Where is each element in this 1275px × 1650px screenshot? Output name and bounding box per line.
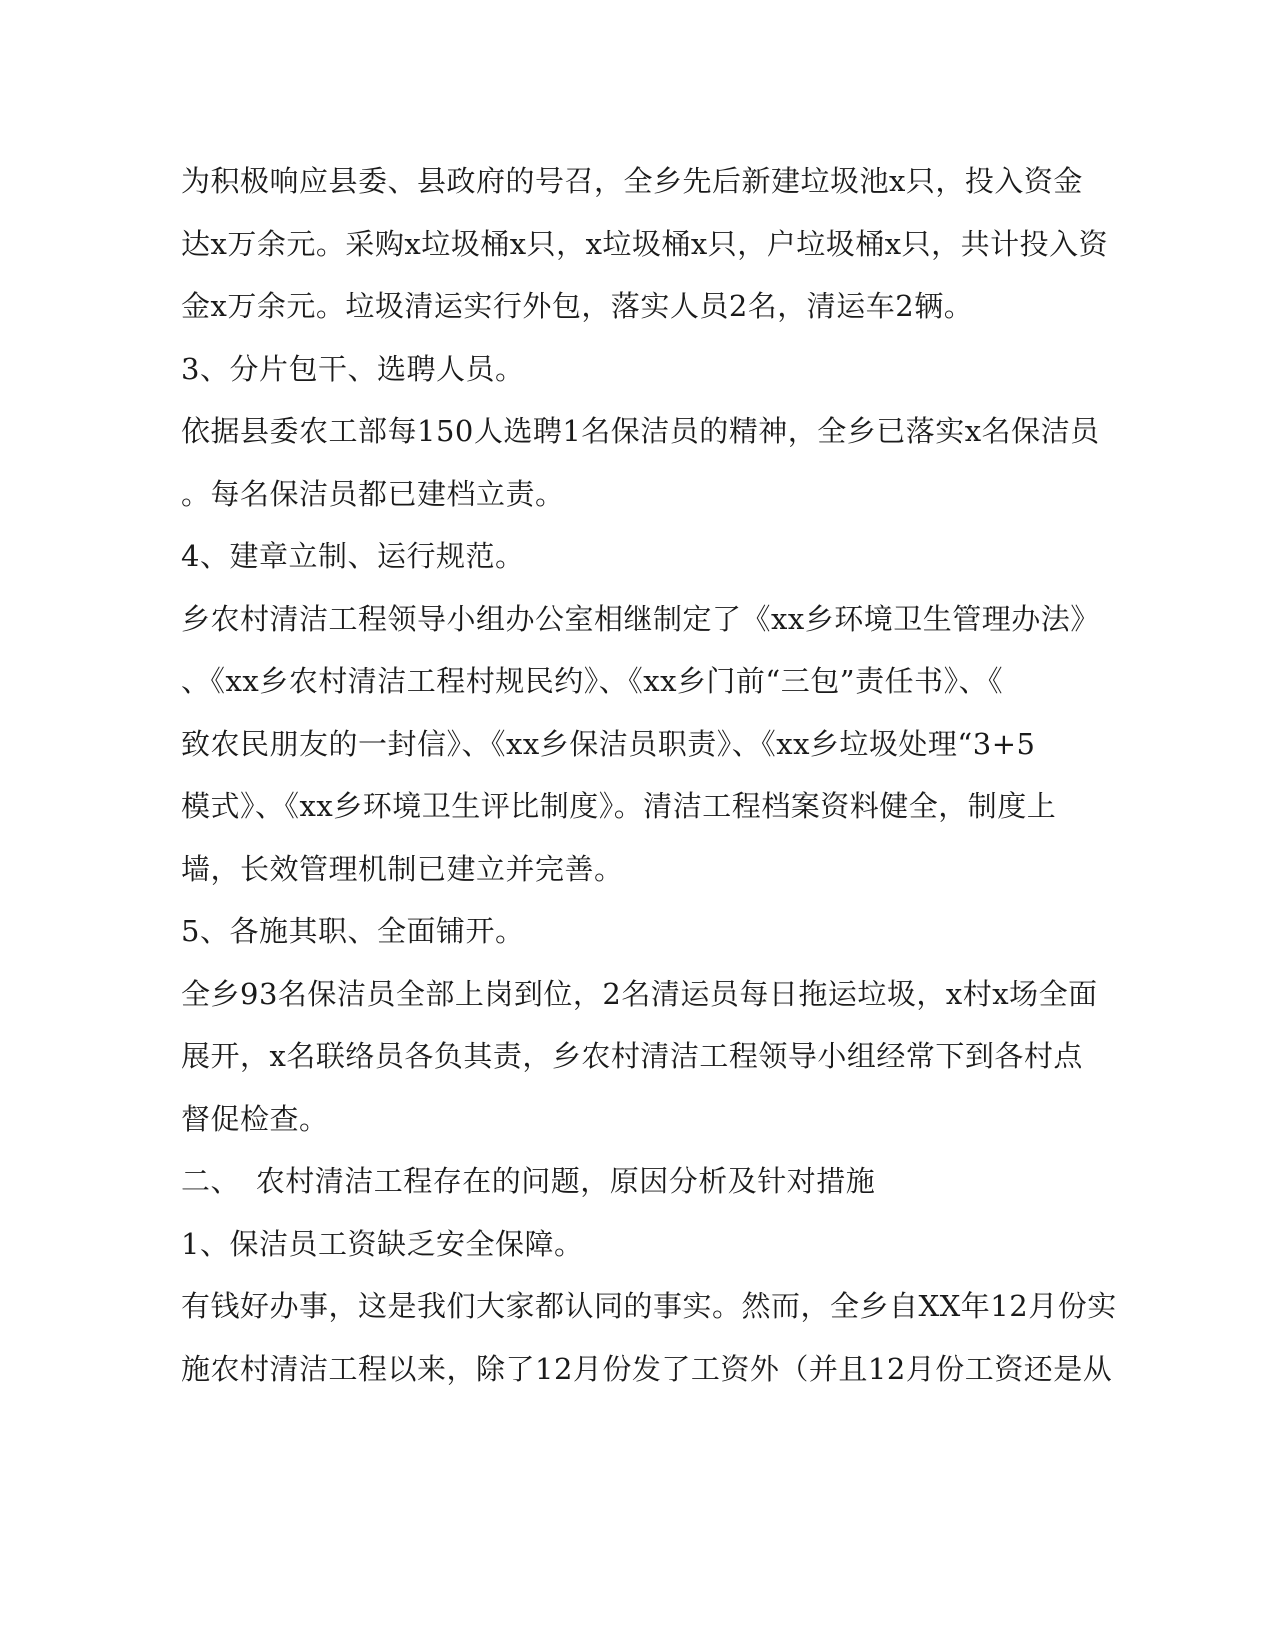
paragraph-line: 模式》、《xx乡环境卫生评比制度》。清洁工程档案资料健全，制度上 — [181, 789, 1057, 823]
paragraph-line: 金x万余元。垃圾清运实行外包，落实人员2名，清运车2辆。 — [181, 289, 974, 323]
paragraph-line: 有钱好办事，这是我们大家都认同的事实。然而，全乡自XX年12月份实 — [181, 1289, 1117, 1323]
paragraph-line: 展开，x名联络员各负其责，乡农村清洁工程领导小组经常下到各村点 — [181, 1039, 1083, 1073]
section-heading-5: 5、各施其职、全面铺开。 — [181, 914, 525, 948]
paragraph-line: 为积极响应县委、县政府的号召，全乡先后新建垃圾池x只，投入资金 — [181, 164, 1083, 198]
paragraph-line: 依据县委农工部每150人选聘1名保洁员的精神，全乡已落实x名保洁员 — [181, 414, 1100, 448]
paragraph-line: 督促检查。 — [181, 1101, 329, 1136]
paragraph-line: 乡农村清洁工程领导小组办公室相继制定了《xx乡环境卫生管理办法》 — [181, 601, 1100, 636]
document-body — [181, 150, 1117, 1400]
paragraph-line: 达x万余元。采购x垃圾桶x只，x垃圾桶x只，户垃圾桶x只，共计投入资 — [181, 226, 1109, 261]
paragraph-line: 致农民朋友的一封信》、《xx乡保洁员职责》、《xx乡垃圾处理“3+5 — [181, 726, 1036, 761]
section-heading-3: 3、分片包干、选聘人员。 — [181, 351, 525, 386]
paragraph-line: 全乡93名保洁员全部上岗到位，2名清运员每日拖运垃圾，x村x场全面 — [181, 976, 1098, 1011]
paragraph-line: 施农村清洁工程以来，除了12月份发了工资外（并且12月份工资还是从 — [181, 1351, 1113, 1386]
paragraph-line: 。每名保洁员都已建档立责。 — [181, 476, 565, 511]
section-heading-4: 4、建章立制、运行规范。 — [181, 539, 525, 573]
paragraph-line: 、《xx乡农村清洁工程村规民约》、《xx乡门前“三包”责任书》、《 — [181, 664, 1004, 698]
chapter-heading-2: 二、 农村清洁工程存在的问题，原因分析及针对措施 — [181, 1164, 876, 1198]
paragraph-line: 墙，长效管理机制已建立并完善。 — [181, 851, 624, 886]
section-heading-1: 1、保洁员工资缺乏安全保障。 — [181, 1226, 584, 1261]
